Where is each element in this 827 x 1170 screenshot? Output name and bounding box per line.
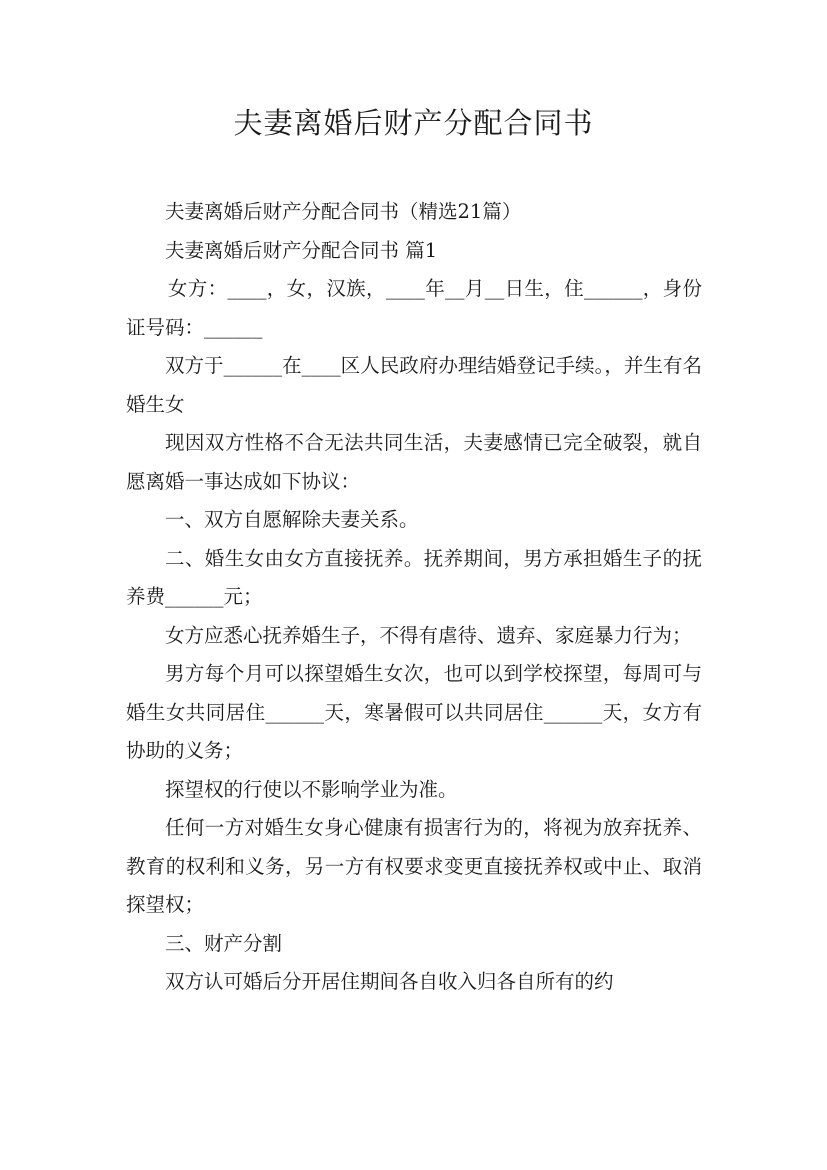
paragraph-visitation: 男方每个月可以探望婚生女次，也可以到学校探望，每周可与婚生女共同居住______天，寒暑假可以共同居住______天，女方有协助的义务； (126, 662, 702, 762)
paragraph-care-duty: 女方应悉心抚养婚生子，不得有虐待、遗弃、家庭暴力行为； (165, 623, 692, 647)
paragraph-visitation-limit: 探望权的行使以不影响学业为准。 (165, 777, 458, 801)
document-body (126, 193, 702, 1002)
paragraph-party-info: 女方：____，女，汉族，____年__月__日生，住______，身份证号码：______ (126, 277, 702, 339)
paragraph-section-heading: 夫妻离婚后财产分配合同书 篇1 (165, 238, 438, 262)
paragraph-subtitle: 夫妻离婚后财产分配合同书（精选21篇） (165, 200, 522, 223)
paragraph-clause-3: 三、财产分割 (165, 931, 283, 955)
document-title: 夫妻离婚后财产分配合同书 (233, 106, 594, 140)
paragraph-harm-clause: 任何一方对婚生女身心健康有损害行为的，将视为放弃抚养、教育的权利和义务，另一方有权要求变更直接抚养权或中止、取消探望权； (126, 816, 702, 916)
paragraph-clause-1: 一、双方自愿解除夫妻关系。 (165, 508, 419, 531)
paragraph-clause-2: 二、婚生女由女方直接抚养。抚养期间，男方承担婚生子的抚养费______元； (126, 546, 702, 608)
paragraph-income-agreement: 双方认可婚后分开居住期间各自收入归各自所有的约 (165, 970, 614, 993)
paragraph-divorce-reason: 现因双方性格不合无法共同生活，夫妻感情已完全破裂，就自愿离婚一事达成如下协议： (126, 431, 702, 493)
paragraph-marriage-registration: 双方于______在____区人民政府办理结婚登记手续。，并生有名婚生女 (126, 354, 702, 416)
